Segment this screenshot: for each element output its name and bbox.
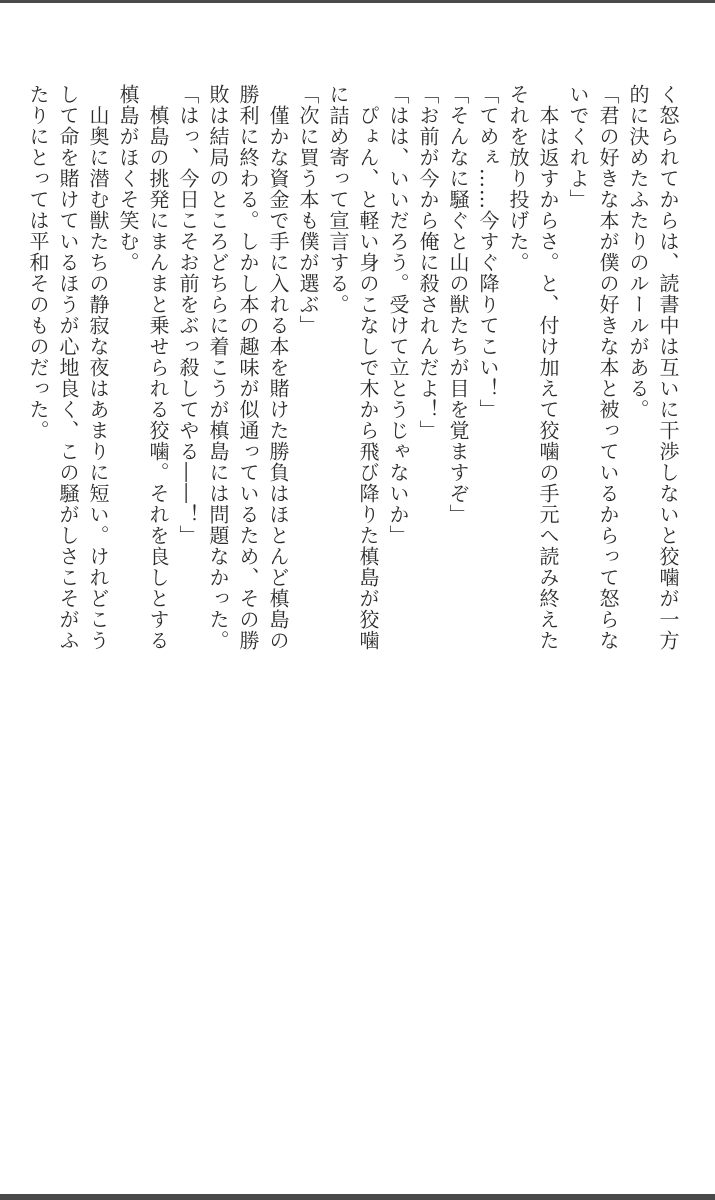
text-line: 本は返すからさ。と、付け加えて狡噛の手元へ読み終えた (536, 84, 560, 651)
text-line: ぴょん、と軽い身のこなしで木から飛び降りた槙島が狡噛 (356, 84, 380, 651)
text-line: く怒られてからは、読書中は互いに干渉しないと狡噛が一方 (656, 84, 680, 651)
top-border (0, 0, 715, 3)
text-line: 「はは、いいだろう。受けて立とうじゃないか」 (386, 84, 410, 546)
text-line: 山奥に潜む獣たちの静寂な夜はあまりに短い。けれどこう (86, 84, 110, 651)
text-line: 槙島がほくそ笑む。 (116, 84, 140, 273)
text-line: 「君の好きな本が僕の好きな本と被っているからって怒らな (596, 84, 620, 651)
text-line: 的に決めたふたりのルールがある。 (626, 84, 650, 420)
text-line: 「そんなに騒ぐと山の獣たちが目を覚ますぞ」 (446, 84, 470, 525)
text-line: 敗は結局のところどちらに着こうが槙島には問題なかった。 (206, 84, 230, 651)
bottom-border (0, 1194, 715, 1200)
vertical-text-body (23, 84, 683, 651)
text-line: 僅かな資金で手に入れる本を賭けた勝負はほとんど槙島の (266, 84, 290, 651)
text-line: たりにとっては平和そのものだった。 (26, 84, 50, 441)
text-line: 「次に買う本も僕が選ぶ」 (296, 84, 320, 336)
text-line: して命を賭けているほうが心地良く、この騒がしさこそがふ (56, 84, 80, 651)
text-line: 「はっ、今日こそお前をぶっ殺してやる――！」 (176, 84, 200, 546)
text-line: 槙島の挑発にまんまと乗せられる狡噛。それを良しとする (146, 84, 170, 651)
text-line: に詰め寄って宣言する。 (326, 84, 350, 315)
text-line: 「お前が今から俺に殺されんだよ！」 (416, 84, 440, 441)
text-line: いでくれよ」 (566, 84, 590, 210)
text-line: 勝利に終わる。しかし本の趣味が似通っているため、その勝 (236, 84, 260, 651)
text-line: 「てめぇ……今すぐ降りてこい！」 (476, 84, 500, 420)
text-line: それを放り投げた。 (506, 84, 530, 273)
